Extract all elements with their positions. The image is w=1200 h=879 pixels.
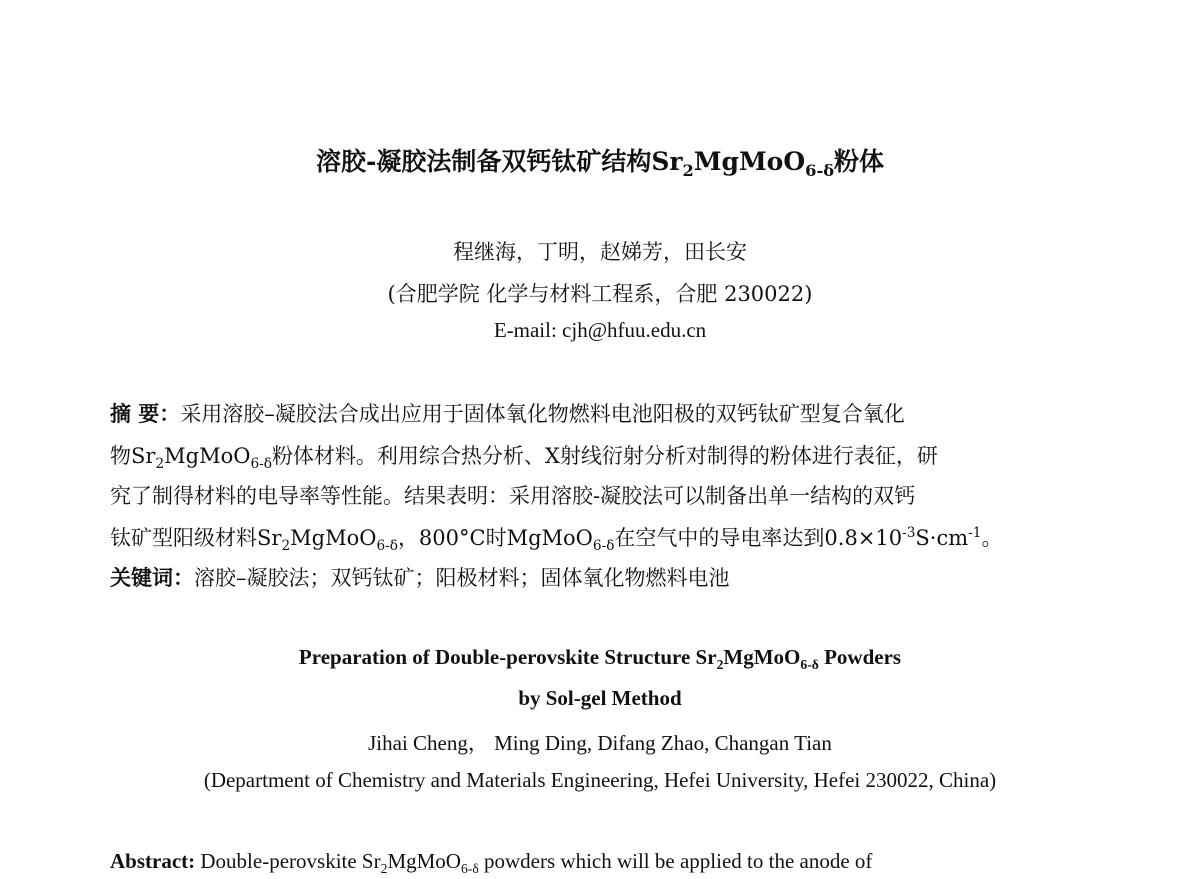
title-en-sub-b: 6-δ bbox=[800, 657, 819, 673]
abstract-en-text-c: powders which will be applied to the anode of bbox=[478, 849, 873, 873]
title-en-text-a: Preparation of Double-perovskite Structure Sr bbox=[298, 645, 717, 669]
title-cn-formula: MgMoO bbox=[693, 147, 806, 176]
abstract-cn-sup-4b: -1 bbox=[968, 525, 982, 541]
keywords-cn-label: 关键词： bbox=[110, 565, 194, 590]
paper-title-cn bbox=[0, 142, 1200, 178]
abstract-cn-text-1: 采用溶胶–凝胶法合成出应用于固体氧化物燃料电池阳极的双钙钛矿型复合氧化 bbox=[180, 402, 905, 426]
title-cn-sub: 2 bbox=[682, 161, 694, 180]
title-cn-suffix: 粉体 bbox=[834, 147, 885, 176]
authors-cn: 程继海，丁明，赵娣芳，田长安 bbox=[453, 240, 747, 264]
keywords-cn bbox=[110, 562, 730, 592]
abstract-en-sub-b: 6-δ bbox=[460, 861, 479, 877]
abstract-cn-sub-4a: 2 bbox=[281, 538, 291, 555]
affiliation-cn: (合肥学院 化学与材料工程系，合肥 230022) bbox=[387, 282, 813, 306]
abstract-cn-sub-2b: 6-δ bbox=[250, 456, 272, 473]
abstract-en-label: Abstract: bbox=[110, 849, 196, 873]
title-cn-sub-delta: 6-δ bbox=[805, 161, 835, 180]
abstract-cn-text-2b: MgMoO bbox=[164, 444, 251, 468]
title-cn-text: 溶胶-凝胶法制备双钙钛矿结构Sr bbox=[315, 147, 683, 176]
abstract-en-text-b: MgMoO bbox=[387, 849, 461, 873]
abstract-cn-text-2c: 粉体材料。利用综合热分析、X射线衍射分析对制得的粉体进行表征，研 bbox=[271, 444, 938, 468]
affiliation-en: (Department of Chemistry and Materials Engineering, Hefei University, Hefei 230022, China) bbox=[203, 768, 997, 792]
abstract-cn-label: 摘 要： bbox=[110, 401, 181, 426]
abstract-en bbox=[110, 849, 1050, 877]
paper-title-en-line-2: by Sol-gel Method bbox=[518, 686, 682, 710]
abstract-cn-line-4 bbox=[110, 522, 1003, 555]
title-en-text-b: MgMoO bbox=[723, 645, 801, 669]
authors-en: Jihai Cheng， Ming Ding, Difang Zhao, Changan Tian bbox=[368, 731, 832, 755]
abstract-cn-text-4d: 在空气中的导电率达到0.8×10 bbox=[614, 526, 903, 550]
abstract-cn-sub-4c: 6-δ bbox=[592, 538, 615, 555]
abstract-cn-text-4e: S·cm bbox=[915, 526, 969, 550]
abstract-cn-sup-4a: -3 bbox=[902, 525, 916, 541]
abstract-cn-text-4f: 。 bbox=[981, 526, 1003, 550]
title-en-text-c: Powders bbox=[818, 645, 902, 669]
paper-title-en-line-1 bbox=[0, 645, 1200, 673]
keywords-cn-text: 溶胶–凝胶法；双钙钛矿；阳极材料；固体氧化物燃料电池 bbox=[194, 566, 730, 590]
abstract-cn-text-4c: ，800°C时MgMoO bbox=[397, 526, 593, 550]
abstract-cn-text-4b: MgMoO bbox=[290, 526, 377, 550]
abstract-cn-text-2a: 物Sr bbox=[110, 444, 156, 468]
abstract-cn-sub-2a: 2 bbox=[155, 456, 165, 473]
title-en-sub-a: 2 bbox=[716, 657, 724, 673]
abstract-en-sub-a: 2 bbox=[380, 861, 388, 877]
abstract-cn-text-4a: 钛矿型阳级材料Sr bbox=[110, 526, 282, 550]
email: E-mail: cjh@hfuu.edu.cn bbox=[493, 318, 707, 342]
abstract-en-text-a: Double-perovskite Sr bbox=[195, 849, 381, 873]
abstract-cn-line-2 bbox=[110, 440, 938, 473]
abstract-cn-line-3: 究了制得材料的电导率等性能。结果表明：采用溶胶-凝胶法可以制备出单一结构的双钙 bbox=[110, 484, 916, 508]
abstract-cn-line-1 bbox=[110, 398, 905, 428]
abstract-cn-sub-4b: 6-δ bbox=[376, 538, 398, 555]
